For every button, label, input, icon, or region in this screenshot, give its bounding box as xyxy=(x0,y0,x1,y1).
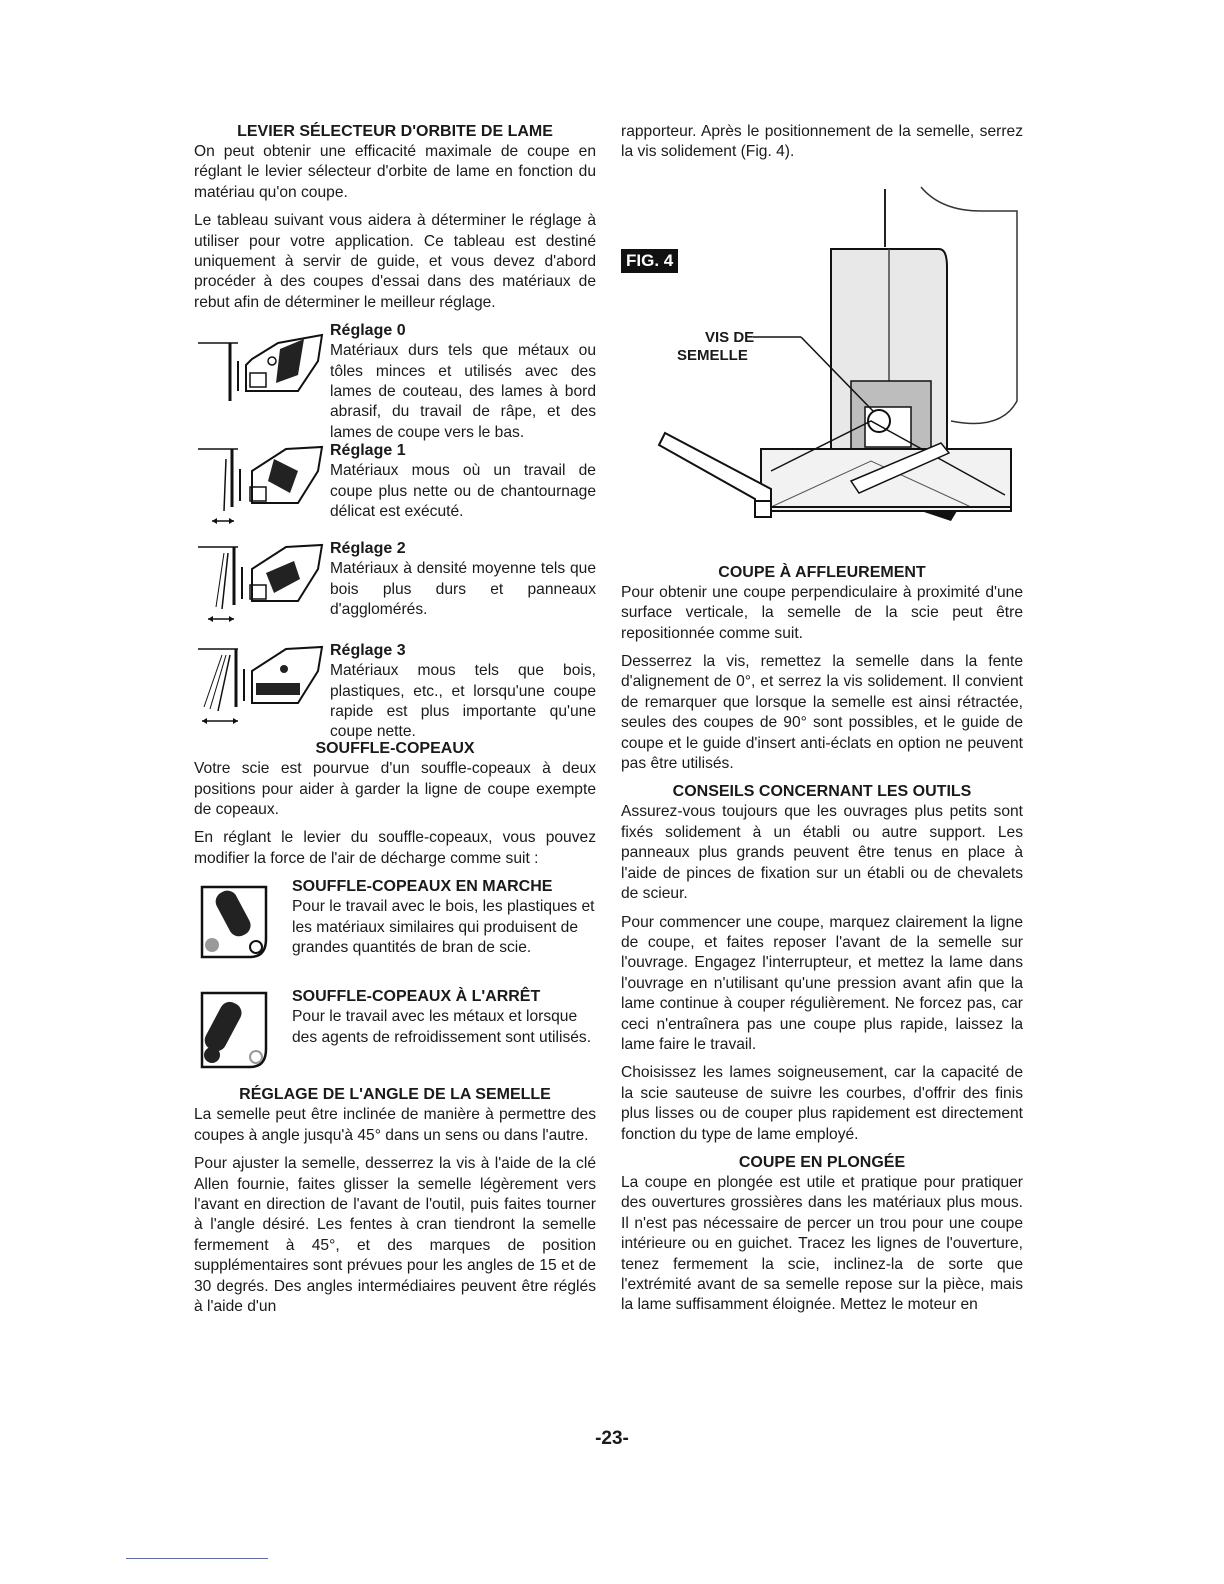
souffle-off xyxy=(194,987,596,1079)
orbit-setting-1-icon xyxy=(194,441,330,537)
orbit-setting-3 xyxy=(194,641,596,739)
souffle-on-text: Pour le travail avec le bois, les plastiques et les matériaux similaires qui produisent de grandes quantités de bran de scie. xyxy=(292,898,595,957)
figure-4-callout-line-2: SEMELLE xyxy=(677,346,748,364)
right-column xyxy=(621,122,1023,1324)
orbit-setting-2 xyxy=(194,539,596,639)
orbit-setting-3-title: Réglage 3 xyxy=(330,642,406,660)
page-number: -23- xyxy=(595,1428,629,1449)
figure-4 xyxy=(621,171,1023,549)
souffle-on xyxy=(194,877,596,981)
plunge-title: COUPE EN PLONGÉE xyxy=(738,1153,906,1171)
orbit-setting-1-text: Matériaux mous où un travail de coupe plus nette ou de chantournage délicat est exécuté. xyxy=(330,462,596,521)
orbit-setting-0-title: Réglage 0 xyxy=(330,322,406,340)
souffle-off-text: Pour le travail avec les métaux et lorsque des agents de refroidissement sont utilisés. xyxy=(292,1008,592,1046)
orbit-paragraph-1: On peut obtenir une efficacité maximale de coupe en réglant le levier sélecteur d'orbite de lame en fonction du matériau qu'on coupe. xyxy=(194,143,596,201)
figure-4-label: FIG. 4 xyxy=(621,249,678,273)
orbit-setting-2-icon xyxy=(194,539,330,639)
tips-paragraph-2: Pour commencer une coupe, marquez clairement la ligne de coupe, et faites reposer l'avant de la semelle sur l'ouvrage. Engagez l'interrupteur, et mettez la lame dans l'ouvrage en n'utilisant qu'une pression avant afin que la lame continue à couper régulièrement. Ne forcez pas, car ceci n'entraînera pas une coupe plus rapide, laissez la lame faire le travail. xyxy=(621,913,1023,1053)
souffle-title: SOUFFLE-COPEAUX xyxy=(315,740,475,758)
tips-paragraph-1: Assurez-vous toujours que les ouvrages plus petits sont fixés solidement à un établi ou autre support. Les panneaux plus grands peuvent être tenus en place à l'aide de pinces de fixation sur un établi ou de chevalets de scieur. xyxy=(621,803,1023,903)
souffle-on-icon xyxy=(194,877,292,981)
souffle-off-icon xyxy=(194,987,292,1079)
orbit-paragraph-2: Le tableau suivant vous aidera à déterminer le réglage à utiliser pour votre application. Ce tableau est destiné uniquement à servir de guide, et vous devez d'abord procéder à des coupes d'essai dans des matériaux de rebut afin de déterminer le meilleur réglage. xyxy=(194,212,596,311)
tips-title: CONSEILS CONCERNANT LES OUTILS xyxy=(672,783,972,801)
souffle-paragraph-1: Votre scie est pourvue d'un souffle-copeaux à deux positions pour aider à garder la ligne de coupe exempte de copeaux. xyxy=(194,760,596,819)
souffle-on-title: SOUFFLE-COPEAUX EN MARCHE xyxy=(292,878,553,896)
angle-paragraph-2: Pour ajuster la semelle, desserrez la vis à l'aide de la clé Allen fournie, faites glisser la semelle légèrement vers l'avant en direction de l'avant de l'outil, puis faites tourner à l'angle désiré. Les fentes à cran tiendront la semelle fermement à 45°, et des marques de position supplémentaires sont prévues pour les angles de 15 et de 30 degrés. Des angles intermédiaires peuvent être réglés à l'aide d'un xyxy=(194,1155,596,1315)
souffle-off-title: SOUFFLE-COPEAUX À L'ARRÊT xyxy=(292,988,541,1006)
footer-divider xyxy=(126,1558,268,1559)
plunge-paragraph-1: La coupe en plongée est utile et pratique pour pratiquer des ouvertures grossières dans les matériaux plus mous. Il n'est pas nécessaire de percer un trou pour une coupe intérieure ou en guichet. Tracez les lignes de l'ouverture, tenez fermement la scie, inclinez-la de sorte que l'extrémité avant de sa semelle repose sur la pièce, mais la lame suffisamment éloignée. Mettez le moteur en xyxy=(621,1173,1023,1314)
souffle-paragraph-2: En réglant le levier du souffle-copeaux, vous pouvez modifier la force de l'air de décharge comme suit : xyxy=(194,829,596,867)
orbit-setting-1-title: Réglage 1 xyxy=(330,442,406,460)
left-column xyxy=(194,122,596,1325)
figure-4-callout-line-1: VIS DE xyxy=(705,328,755,346)
orbit-setting-2-title: Réglage 2 xyxy=(330,540,406,558)
figure-4-callout xyxy=(677,329,754,365)
flush-paragraph-1: Pour obtenir une coupe perpendiculaire à proximité d'une surface verticale, la semelle de la scie peut être repositionnée comme suit. xyxy=(621,583,1023,642)
orbit-setting-3-text: Matériaux mous tels que bois, plastiques, etc., et lorsqu'une coupe rapide est plus importante qu'une coupe nette. xyxy=(330,662,596,741)
orbit-setting-3-icon xyxy=(194,641,330,739)
flush-paragraph-2: Desserrez la vis, remettez la semelle dans la fente d'alignement de 0°, et serrez la vis solidement. Il convient de remarquer que lorsque la semelle est ainsi rétractée, seules des coupes de 90° sont possibles, et le guide de coupe et le guide d'insert anti-éclats en option ne peuvent pas être utilisés. xyxy=(621,653,1023,773)
angle-title: RÉGLAGE DE L'ANGLE DE LA SEMELLE xyxy=(239,1086,551,1104)
orbit-setting-0-text: Matériaux durs tels que métaux ou tôles minces et utilisés avec des lames de couteau, des lames à bord abrasif, du travail de râpe, et des lames de coupe vers le bas. xyxy=(330,342,596,441)
angle-paragraph-1: La semelle peut être inclinée de manière à permettre des coupes à angle jusqu'à 45° dans un sens ou dans l'autre. xyxy=(194,1106,596,1144)
orbit-setting-0 xyxy=(194,321,596,439)
flush-title: COUPE À AFFLEUREMENT xyxy=(718,563,926,581)
orbit-setting-1 xyxy=(194,441,596,537)
tips-paragraph-3: Choisissez les lames soigneusement, car la capacité de la scie sauteuse de suivre les courbes, d'offrir des finis plus lisses ou de couper plus rapidement est directement fonction du type de lame employé. xyxy=(621,1064,1023,1143)
orbit-setting-2-text: Matériaux à densité moyenne tels que bois plus durs et panneaux d'agglomérés. xyxy=(330,560,596,619)
orbit-title: LEVIER SÉLECTEUR D'ORBITE DE LAME xyxy=(237,123,553,140)
angle-paragraph-3: rapporteur. Après le positionnement de la semelle, serrez la vis solidement (Fig. 4). xyxy=(621,123,1023,161)
orbit-setting-0-icon xyxy=(194,321,330,439)
